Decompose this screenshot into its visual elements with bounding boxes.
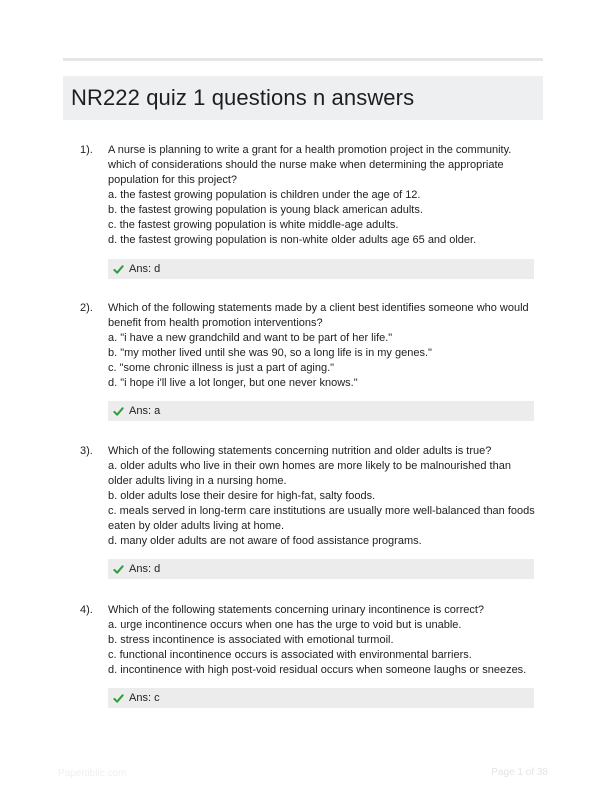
question-body (108, 301, 535, 391)
answer-option: d. incontinence with high post-void residual occurs when someone laughs or sneezes. (108, 664, 527, 676)
question-item (80, 301, 535, 421)
check-icon (113, 693, 124, 704)
question-text: Which of the following statements made by a client best identifies someone who would benefit from health promotion interventions? (108, 302, 529, 329)
answer-option: b. the fastest growing population is young black american adults. (108, 204, 423, 216)
question-item (80, 603, 535, 708)
answer-text: Ans: c (129, 692, 160, 704)
answer-box (108, 688, 534, 708)
answer-option: d. "i hope i'll live a lot longer, but one never knows." (108, 377, 358, 389)
question-body (108, 143, 535, 248)
page-indicator: Page 1 of 38 (491, 767, 548, 778)
answer-option: a. urge incontinence occurs when one has the urge to void but is unable. (108, 619, 462, 631)
check-icon (113, 406, 124, 417)
answer-option: c. "some chronic illness is just a part of aging." (108, 362, 335, 374)
document-title: NR222 quiz 1 questions n answers (71, 85, 415, 110)
answer-box (108, 401, 534, 421)
question-number: 1). (80, 144, 93, 156)
answer-option: d. the fastest growing population is non-white older adults age 65 and older. (108, 234, 477, 246)
footer-watermark: Papertiblic.com (58, 768, 127, 779)
answer-option: b. "my mother lived until she was 90, so a long life is in my genes." (108, 347, 432, 359)
answer-option: c. the fastest growing population is white middle-age adults. (108, 219, 399, 231)
question-item (80, 143, 535, 279)
answer-option: b. stress incontinence is associated with emotional turmoil. (108, 634, 394, 646)
question-text: A nurse is planning to write a grant for a health promotion project in the community. which of considerations should the nurse make when determining the appropriate population for this project? (108, 144, 512, 186)
answer-option: a. "i have a new grandchild and want to be part of her life." (108, 332, 393, 344)
top-divider (63, 58, 543, 61)
answer-option: d. many older adults are not aware of food assistance programs. (108, 535, 422, 547)
answer-text: Ans: d (129, 563, 161, 575)
answer-option: c. meals served in long-term care institutions are usually more well-balanced than foods eaten by older adults living at home. (108, 505, 535, 532)
answer-text: Ans: d (129, 263, 161, 275)
answer-option: a. older adults who live in their own homes are more likely to be malnourished than older adults living in a nursing home. (108, 460, 511, 487)
question-body (108, 603, 535, 678)
question-item (80, 444, 535, 579)
answer-text: Ans: a (129, 405, 161, 417)
check-icon (113, 564, 124, 575)
question-text: Which of the following statements concerning urinary incontinence is correct? (108, 604, 485, 616)
answer-option: a. the fastest growing population is children under the age of 12. (108, 189, 421, 201)
answer-box (108, 259, 534, 279)
answer-box (108, 559, 534, 579)
check-icon (113, 264, 124, 275)
answer-option: c. functional incontinence occurs is associated with environmental barriers. (108, 649, 472, 661)
question-number: 2). (80, 302, 93, 314)
question-number: 4). (80, 604, 93, 616)
question-body (108, 444, 535, 549)
question-text: Which of the following statements concerning nutrition and older adults is true? (108, 445, 492, 457)
question-number: 3). (80, 445, 93, 457)
title-bar (63, 76, 543, 120)
answer-option: b. older adults lose their desire for high-fat, salty foods. (108, 490, 376, 502)
